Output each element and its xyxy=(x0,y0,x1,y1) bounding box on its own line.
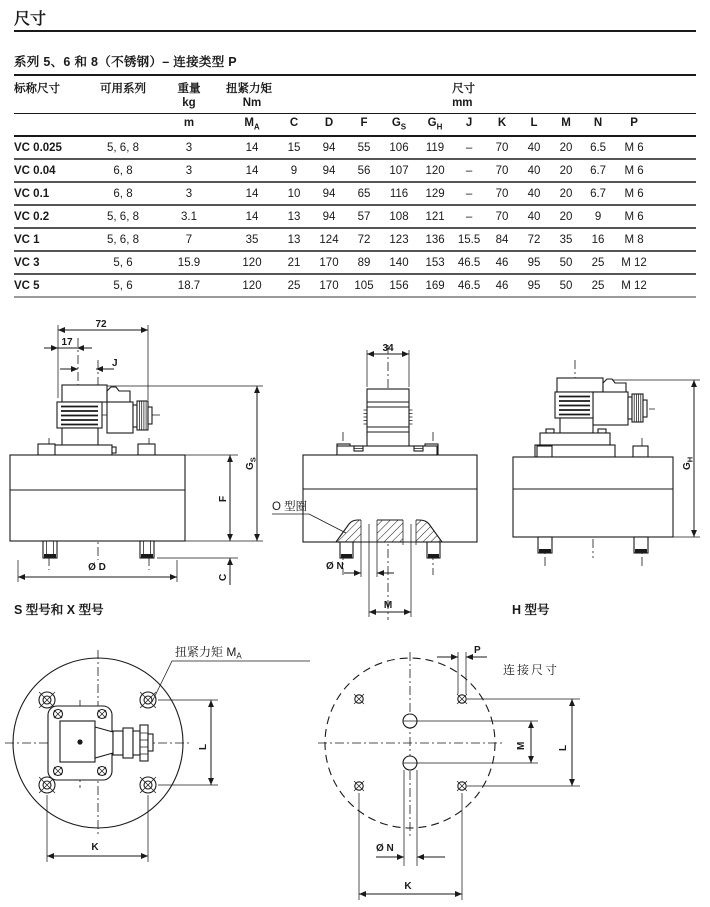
sensor-head xyxy=(50,385,152,455)
table-row: VC 0.2 5, 6, 8 3.1 14 13 94 57 108 121 – 70 40 20 9 M 6 xyxy=(14,205,696,228)
dim-17 xyxy=(44,337,92,348)
col-header-dims: 尺寸 mm xyxy=(452,75,696,114)
dimensions-table xyxy=(14,74,696,298)
subheader-ma: $M_A$ xyxy=(226,114,278,137)
dim-label-k-conn: K xyxy=(404,881,412,892)
flange-view-drawing xyxy=(5,644,310,862)
dim-label-m: M xyxy=(383,600,393,611)
subheader-m2: M xyxy=(550,114,582,137)
nominal-size-cell: VC 5 xyxy=(14,274,94,297)
dim-j xyxy=(60,358,118,369)
title-rule xyxy=(14,30,696,32)
dim-f xyxy=(185,455,238,541)
sensor-head-h xyxy=(535,378,647,457)
subheader-gh: $G_H$ xyxy=(418,114,452,137)
table-row: VC 1 5, 6, 8 7 35 13 124 72 123 136 15.5 84 72 35 16 M 8 xyxy=(14,228,696,251)
connection-bolt-holes xyxy=(354,694,467,791)
subheader-l: L xyxy=(518,114,550,137)
subheader-d: D xyxy=(310,114,348,137)
dim-label-on: Ø N xyxy=(326,561,344,572)
dim-label-p: P xyxy=(474,645,481,656)
nominal-size-cell: VC 3 xyxy=(14,251,94,274)
dim-label-k: K xyxy=(91,842,99,853)
technical-drawings xyxy=(0,300,710,907)
meter-body-h xyxy=(513,446,673,553)
nominal-size-cell: VC 0.2 xyxy=(14,205,94,228)
col-header-torque: 扭紧力矩 Nm xyxy=(226,75,452,114)
dim-label-72: 72 xyxy=(95,319,107,330)
subheader-f: F xyxy=(348,114,380,137)
sensor-stack xyxy=(364,389,413,455)
dim-label-c: C xyxy=(218,573,229,581)
dim-label-17: 17 xyxy=(61,337,73,348)
torque-label-text: 扭紧力矩 $M_A$ xyxy=(175,645,242,661)
connection-view-caption: 连接尺寸 xyxy=(503,663,560,677)
page-title: 尺寸 xyxy=(14,11,47,28)
nominal-size-cell: VC 0.1 xyxy=(14,182,94,205)
subheader-m: m xyxy=(152,114,226,137)
nominal-size-cell: VC 0.025 xyxy=(14,136,94,159)
dim-label-gh: $G_H$ xyxy=(682,456,695,470)
dim-label-l: L xyxy=(198,743,209,750)
dim-c xyxy=(157,558,238,585)
col-header-weight: 重量 kg xyxy=(152,75,226,114)
dim-label-f: F xyxy=(218,495,229,502)
nominal-size-cell: VC 0.04 xyxy=(14,159,94,182)
table-row: VC 3 5, 6 15.9 120 21 170 89 140 153 46.5 46 95 50 25 M 12 xyxy=(14,251,696,274)
table-row: VC 0.025 5, 6, 8 3 14 15 94 55 106 119 – 70 40 20 6.5 M 6 xyxy=(14,136,696,159)
subheader-k: K xyxy=(486,114,518,137)
subheader-gs: $G_S$ xyxy=(380,114,418,137)
col-header-nominal: 标称尺寸 xyxy=(14,75,94,114)
table-row: VC 0.1 6, 8 3 14 10 94 65 116 129 – 70 40 20 6.7 M 6 xyxy=(14,182,696,205)
dim-m xyxy=(369,600,411,612)
dim-label-on-conn: Ø N xyxy=(376,843,394,854)
dim-label-gs: $G_S$ xyxy=(245,457,258,470)
dim-label-l-conn: L xyxy=(558,744,569,751)
dim-label-od: Ø D xyxy=(88,562,106,573)
col-header-series: 可用系列 xyxy=(94,75,152,114)
dim-label-34: 34 xyxy=(382,343,394,354)
sensor-plate-top xyxy=(48,706,153,780)
dim-p xyxy=(437,645,487,694)
subheader-c: C xyxy=(278,114,310,137)
front-view-drawing xyxy=(272,343,477,620)
side-view-drawing xyxy=(10,319,263,617)
table-row: VC 5 5, 6 18.7 120 25 170 105 156 169 46.5 46 95 50 25 M 12 xyxy=(14,274,696,297)
meter-body xyxy=(10,444,185,558)
dim-label-m-conn: M xyxy=(516,741,527,750)
table-row: VC 0.04 6, 8 3 14 9 94 56 107 120 – 70 40 20 6.7 M 6 xyxy=(14,159,696,182)
mounting-flange xyxy=(337,444,438,455)
dim-label-j: J xyxy=(112,358,118,369)
dim-l-flange xyxy=(158,700,218,785)
dim-od xyxy=(18,560,177,582)
table-header-row xyxy=(14,75,696,114)
svg-text:O 型圈: O 型圈 xyxy=(272,501,308,513)
connector-plug-h xyxy=(628,394,647,422)
nominal-size-cell: VC 1 xyxy=(14,228,94,251)
connector-plug xyxy=(133,401,152,430)
subheader-p: P xyxy=(614,114,654,137)
dim-m-conn xyxy=(516,721,531,763)
dim-on xyxy=(326,561,394,573)
section-heading: 系列 5、6 和 8（不锈钢）– 连接类型 P xyxy=(14,55,237,69)
h-view-drawing xyxy=(512,360,700,617)
dim-k-conn xyxy=(359,793,462,900)
torque-label xyxy=(152,644,310,702)
dim-on-conn xyxy=(376,770,445,866)
connection-view-drawing xyxy=(318,645,580,900)
subheader-n: N xyxy=(582,114,614,137)
table-subheader-row xyxy=(14,114,696,137)
h-view-caption: H 型号 xyxy=(512,603,550,617)
side-view-caption: S 型号和 X 型号 xyxy=(14,603,104,617)
subheader-j: J xyxy=(452,114,486,137)
